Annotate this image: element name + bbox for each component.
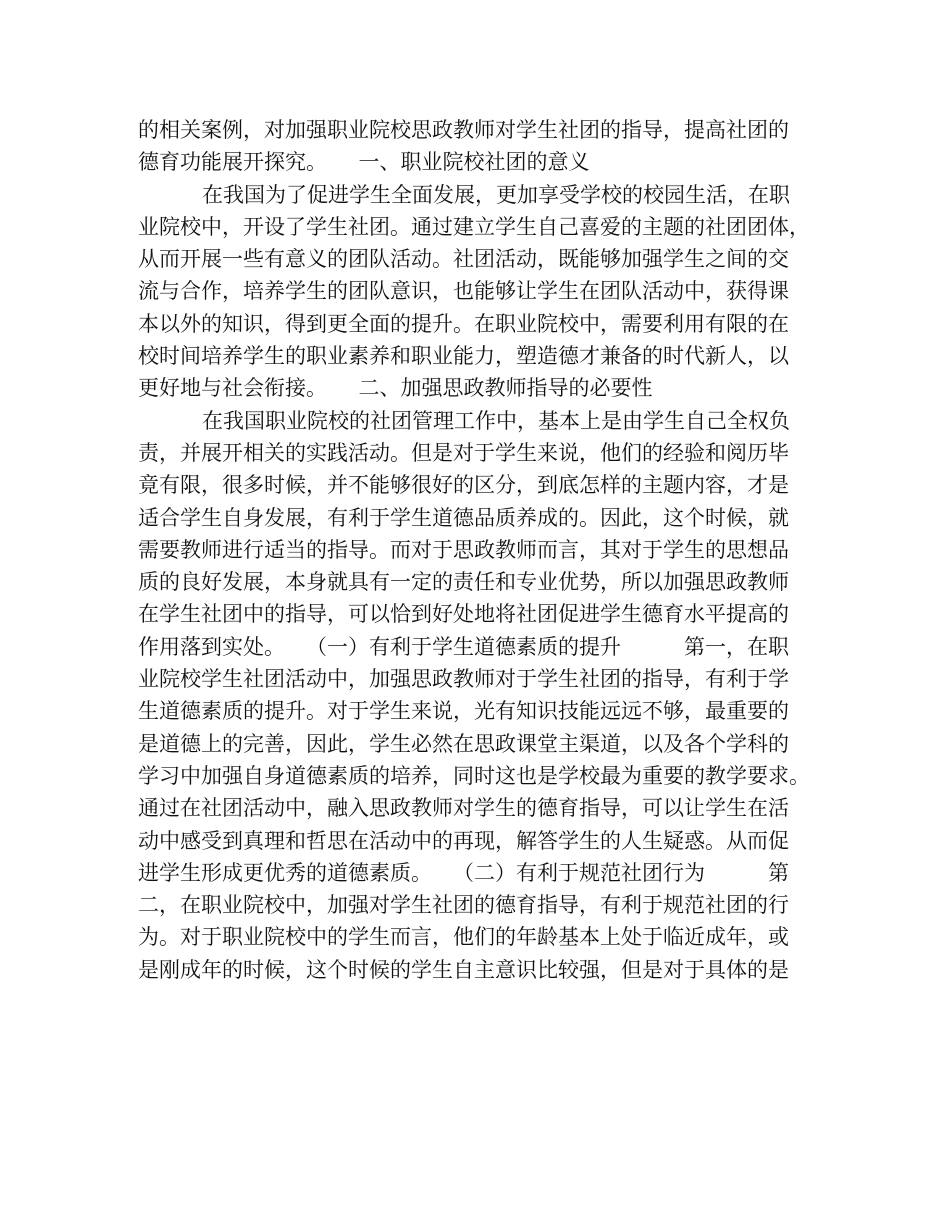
text-line: 从而开展一些有意义的团队活动。社团活动，既能够加强学生之间的交 — [138, 247, 789, 272]
text-line: 流与合作，培养学生的团队意识，也能够让学生在团队活动中，获得课 — [138, 279, 789, 304]
text-line: 责，并展开相关的实践活动。但是对于学生来说，他们的经验和阅历毕 — [138, 440, 789, 465]
text-line: 动中感受到真理和哲思在活动中的再现，解答学生的人生疑惑。从而促 — [138, 828, 789, 853]
text-line: 作用落到实处。 （一）有利于学生道德素质的提升 第一，在职 — [138, 634, 789, 659]
text-line: 竟有限，很多时候，并不能够很好的区分，到底怎样的主题内容，才是 — [138, 473, 789, 498]
text-line: 是道德上的完善，因此，学生必然在思政课堂主渠道，以及各个学科的 — [138, 731, 789, 756]
text-line: 德育功能展开探究。 一、职业院校社团的意义 — [138, 150, 590, 175]
text-line: 在学生社团中的指导，可以恰到好处地将社团促进学生德育水平提高的 — [138, 602, 789, 627]
text-line: 是刚成年的时候，这个时候的学生自主意识比较强，但是对于具体的是 — [138, 957, 789, 982]
paragraph-first-line: 在我国为了促进学生全面发展，更加享受学校的校园生活，在职 — [202, 182, 790, 207]
text-line: 为。对于职业院校中的学生而言，他们的年龄基本上处于临近成年，或 — [138, 925, 789, 950]
text-line: 学习中加强自身道德素质的培养，同时这也是学校最为重要的教学要求。 — [138, 763, 810, 788]
text-line: 适合学生自身发展，有利于学生道德品质养成的。因此，这个时候，就 — [138, 505, 789, 530]
text-line: 的相关案例，对加强职业院校思政教师对学生社团的指导，提高社团的 — [138, 118, 789, 142]
text-line: 二，在职业院校中，加强对学生社团的德育指导，有利于规范社团的行 — [138, 893, 789, 918]
text-line: 更好地与社会衔接。 二、加强思政教师指导的必要性 — [138, 376, 653, 401]
text-line: 通过在社团活动中，融入思政教师对学生的德育指导，可以让学生在活 — [138, 796, 789, 821]
text-line: 生道德素质的提升。对于学生来说，光有知识技能远远不够，最重要的 — [138, 699, 789, 724]
body-text — [138, 114, 814, 986]
text-line: 校时间培养学生的职业素养和职业能力，塑造德才兼备的时代新人，以 — [138, 344, 789, 369]
text-line: 质的良好发展，本身就具有一定的责任和专业优势，所以加强思政教师 — [138, 570, 789, 595]
text-line: 需要教师进行适当的指导。而对于思政教师而言，其对于学生的思想品 — [138, 537, 789, 562]
paragraph-first-line: 在我国职业院校的社团管理工作中，基本上是由学生自己全权负 — [202, 408, 790, 433]
text-line: 本以外的知识，得到更全面的提升。在职业院校中，需要利用有限的在 — [138, 311, 789, 336]
text-line: 业院校中，开设了学生社团。通过建立学生自己喜爱的主题的社团团体， — [138, 214, 810, 239]
text-line: 业院校学生社团活动中，加强思政教师对于学生社团的指导，有利于学 — [138, 667, 789, 692]
text-line: 进学生形成更优秀的道德素质。 （二）有利于规范社团行为 第 — [138, 860, 789, 885]
